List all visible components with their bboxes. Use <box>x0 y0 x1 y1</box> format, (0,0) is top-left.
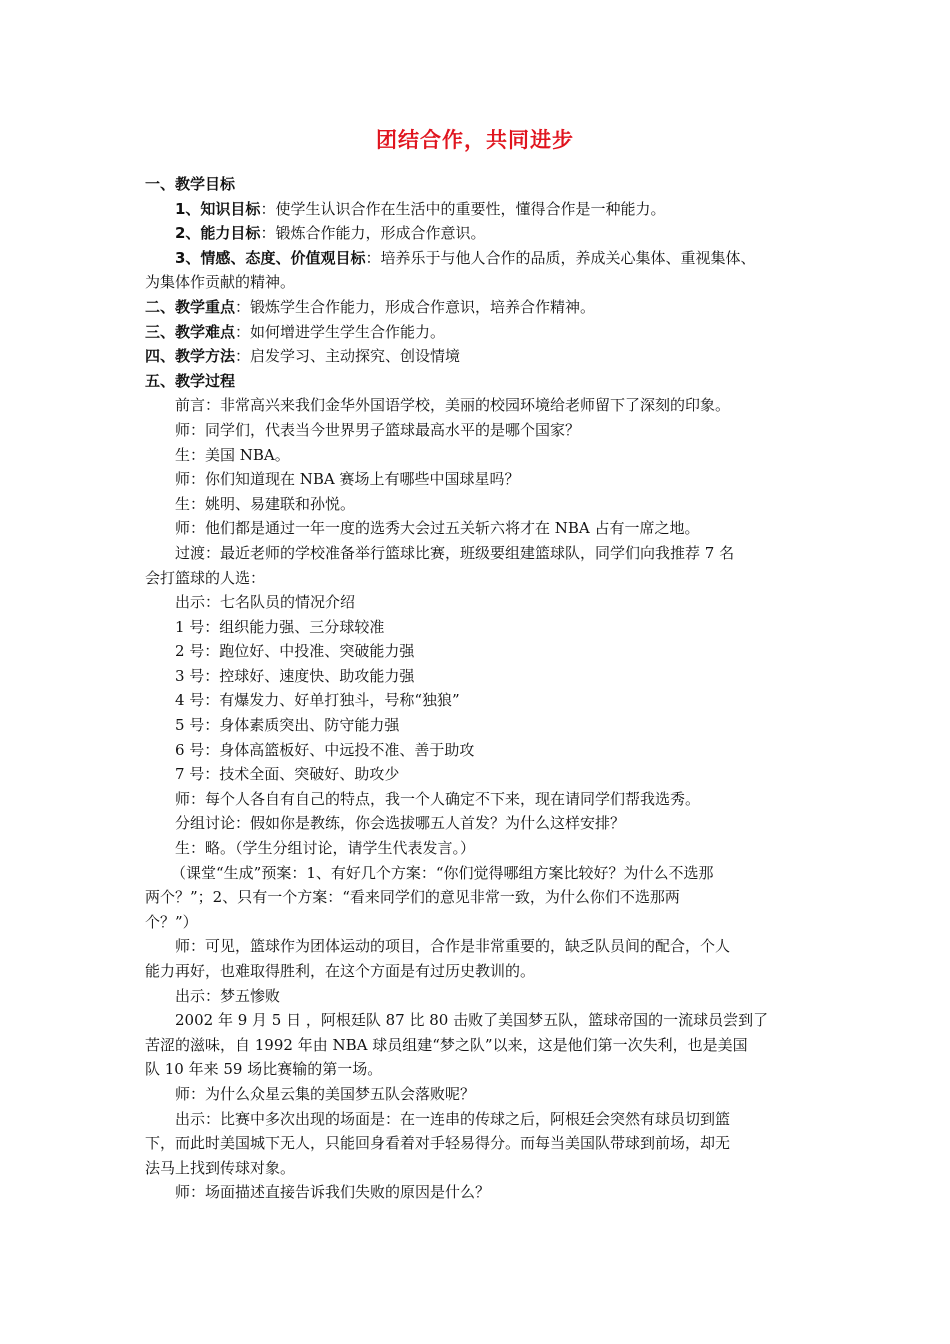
section-text: ：如何增进学生学生合作能力。 <box>235 322 446 341</box>
section-heading: 三、教学难点 <box>145 322 236 341</box>
section-key-points <box>145 295 825 320</box>
section-text: ：锻炼学生合作能力，形成合作意识，培养合作精神。 <box>235 297 596 316</box>
section-methods <box>145 344 825 369</box>
section-text: ：启发学习、主动探究、创设情境 <box>235 347 461 366</box>
objective-emotion <box>145 246 825 271</box>
paragraph: 师：每个人各自有自己的特点，我一个人确定不下来，现在请同学们帮我选秀。 <box>175 789 701 808</box>
paragraph: 生：略。（学生分组讨论，请学生代表发言。） <box>175 839 476 858</box>
player-item: 2 号：跑位好、中投准、突破能力强 <box>175 642 415 661</box>
paragraph-continued: 会打篮球的人选： <box>145 568 266 587</box>
objective-label: 1、知识目标 <box>175 199 261 218</box>
paragraph: 生：姚明、易建联和孙悦。 <box>175 494 356 513</box>
paragraph: 师：为什么众星云集的美国梦五队会落败呢？ <box>175 1084 476 1103</box>
paragraph: 出示：七名队员的情况介绍 <box>175 593 356 612</box>
paragraph-continued: 法马上找到传球对象。 <box>145 1158 296 1177</box>
document-title: 团结合作，共同进步 <box>376 128 574 152</box>
section-heading: 二、教学重点 <box>145 297 236 316</box>
player-item: 6 号：身体高篮板好、中远投不准、善于助攻 <box>175 740 475 759</box>
objective-knowledge <box>145 197 825 222</box>
section-heading-objectives: 一、教学目标 <box>145 175 236 193</box>
paragraph: 师：他们都是通过一年一度的选秀大会过五关斩六将才在 NBA 占有一席之地。 <box>175 519 700 538</box>
section-heading-process: 五、教学过程 <box>145 371 236 390</box>
objective-emotion-continued: 为集体作贡献的精神。 <box>145 273 296 292</box>
objective-text: ：培养乐于与他人合作的品质，养成关心集体、重视集体、 <box>365 248 756 267</box>
paragraph: 过渡：最近老师的学校准备举行篮球比赛，班级要组建篮球队，同学们向我推荐 7 名 <box>175 543 735 562</box>
objective-ability <box>145 221 825 246</box>
paragraph-continued: 两个？”；2、只有一个方案：“看来同学们的意见非常一致，为什么你们不选那两 <box>145 888 680 907</box>
player-item: 7 号：技术全面、突破好、助攻少 <box>175 765 400 784</box>
objective-text: ：锻炼合作能力，形成合作意识。 <box>260 224 486 243</box>
paragraph: 师：可见，篮球作为团体运动的项目，合作是非常重要的，缺乏队员间的配合，个人 <box>175 937 731 956</box>
section-heading: 四、教学方法 <box>145 347 236 366</box>
document-body <box>145 172 825 1205</box>
paragraph: 生：美国 NBA。 <box>175 445 290 464</box>
paragraph-continued: 能力再好，也难取得胜利，在这个方面是有过历史教训的。 <box>145 962 536 980</box>
paragraph-continued: 个？”） <box>145 912 198 931</box>
paragraph-continued: 队 10 年来 59 场比赛输的第一场。 <box>145 1060 383 1079</box>
player-item: 3 号：控球好、速度快、助攻能力强 <box>175 666 415 685</box>
player-item: 5 号：身体素质突出、防守能力强 <box>175 716 400 735</box>
paragraph-continued: 苦涩的滋味，自 1992 年由 NBA 球员组建“梦之队”以来，这是他们第一次失利，也是美国 <box>145 1035 748 1054</box>
objective-label: 3、情感、态度、价值观目标 <box>175 248 366 267</box>
objective-text: ：使学生认识合作在生活中的重要性，懂得合作是一种能力。 <box>260 199 666 218</box>
paragraph: 分组讨论：假如你是教练，你会选拔哪五人首发？为什么这样安排？ <box>175 814 626 833</box>
section-difficulties <box>145 320 825 345</box>
player-item: 4 号：有爆发力、好单打独斗，号称“独狼” <box>175 691 460 710</box>
paragraph: 出示：比赛中多次出现的场面是：在一连串的传球之后，阿根廷会突然有球员切到篮 <box>175 1109 731 1128</box>
paragraph: 2002 年 9 月 5 日 ，阿根廷队 87 比 80 击败了美国梦五队，篮球帝国的一流球员尝到了 <box>175 1011 769 1030</box>
player-item: 1 号：组织能力强、三分球较准 <box>175 617 385 636</box>
paragraph: 出示：梦五惨败 <box>175 986 281 1005</box>
paragraph: 师：场面描述直接告诉我们失败的原因是什么？ <box>175 1183 491 1202</box>
paragraph: （课堂“生成”预案：1、有好几个方案：“你们觉得哪组方案比较好？为什么不选那 <box>171 863 714 882</box>
paragraph: 前言：非常高兴来我们金华外国语学校，美丽的校园环境给老师留下了深刻的印象。 <box>175 396 731 415</box>
paragraph: 师：你们知道现在 NBA 赛场上有哪些中国球星吗？ <box>175 470 520 489</box>
paragraph: 师：同学们，代表当今世界男子篮球最高水平的是哪个国家？ <box>175 420 581 439</box>
objective-label: 2、能力目标 <box>175 224 261 243</box>
paragraph-continued: 下，而此时美国城下无人，只能回身看着对手轻易得分。而每当美国队带球到前场，却无 <box>145 1134 731 1153</box>
